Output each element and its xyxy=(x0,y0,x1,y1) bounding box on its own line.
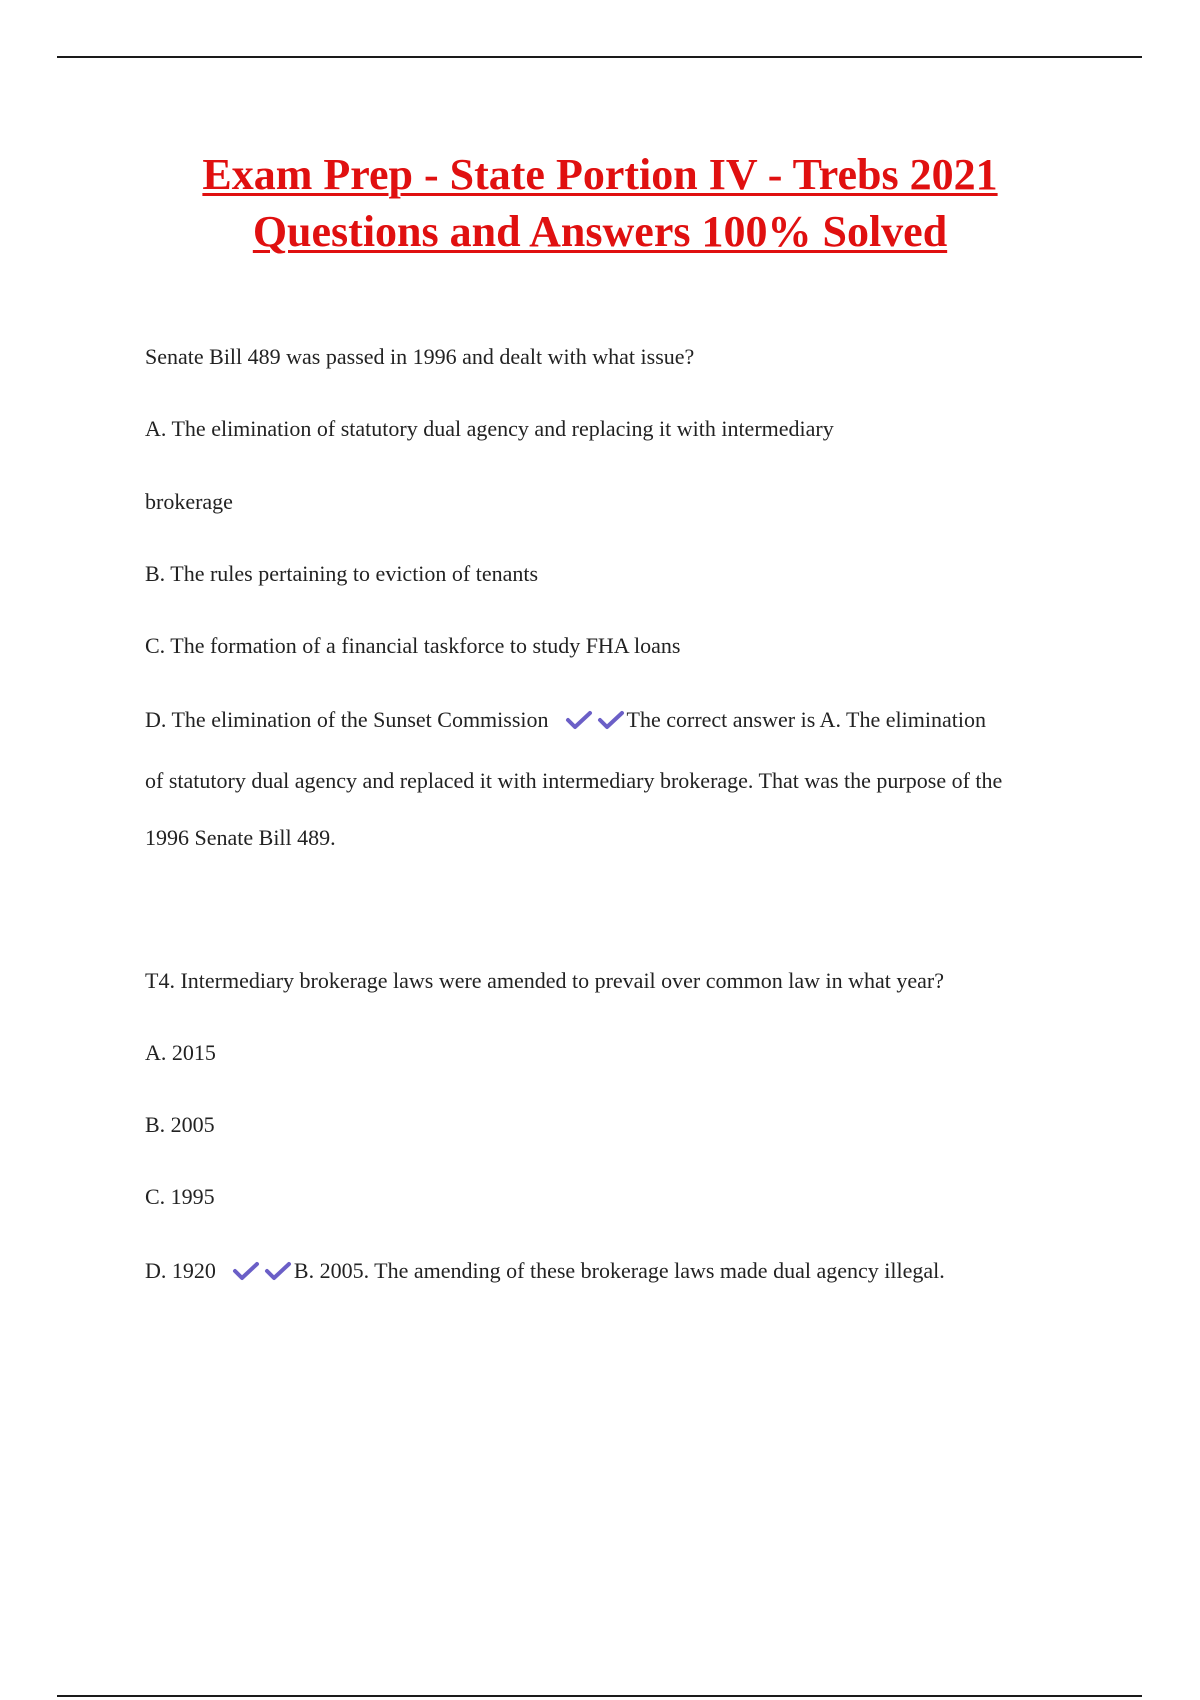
question-1-text: Senate Bill 489 was passed in 1996 and dealt with what issue? xyxy=(145,344,695,369)
check-icon xyxy=(565,709,593,731)
question-2-option-d-line xyxy=(145,1257,945,1285)
question-2-option-d: D. 1920 xyxy=(145,1258,216,1283)
question-1-answer-end: 1996 Senate Bill 489. xyxy=(145,825,336,850)
question-2-text: T4. Intermediary brokerage laws were amended to prevail over common law in what year? xyxy=(145,968,945,993)
question-1-option-d-line xyxy=(145,706,986,734)
check-icon xyxy=(264,1260,292,1282)
answer-check-marks xyxy=(563,706,627,734)
question-2-option-c: C. 1995 xyxy=(145,1184,215,1209)
header-rule xyxy=(57,56,1142,58)
question-1-answer-continued: of statutory dual agency and replaced it with intermediary brokerage. That was the purpose of the xyxy=(145,768,1003,793)
answer-check-marks xyxy=(230,1257,294,1285)
question-1-option-d: D. The elimination of the Sunset Commission xyxy=(145,707,549,732)
question-2-answer: B. 2005. The amending of these brokerage laws made dual agency illegal. xyxy=(293,1258,945,1283)
question-1-option-a-continued: brokerage xyxy=(145,489,233,514)
title-line-1: Exam Prep - State Portion IV - Trebs 2021 xyxy=(202,150,998,199)
title-line-2: Questions and Answers 100% Solved xyxy=(252,207,948,256)
document-title xyxy=(80,146,1120,260)
check-icon xyxy=(232,1260,260,1282)
question-1-answer-start: The correct answer is A. The elimination xyxy=(626,707,986,732)
question-1-option-c: C. The formation of a financial taskforce to study FHA loans xyxy=(145,633,681,658)
question-1-option-b: B. The rules pertaining to eviction of tenants xyxy=(145,561,539,586)
question-2-option-a: A. 2015 xyxy=(145,1040,216,1065)
question-1-option-a: A. The elimination of statutory dual agency and replacing it with intermediary xyxy=(145,416,834,441)
question-2-option-b: B. 2005 xyxy=(145,1112,215,1137)
footer-rule xyxy=(57,1695,1142,1697)
check-icon xyxy=(597,709,625,731)
